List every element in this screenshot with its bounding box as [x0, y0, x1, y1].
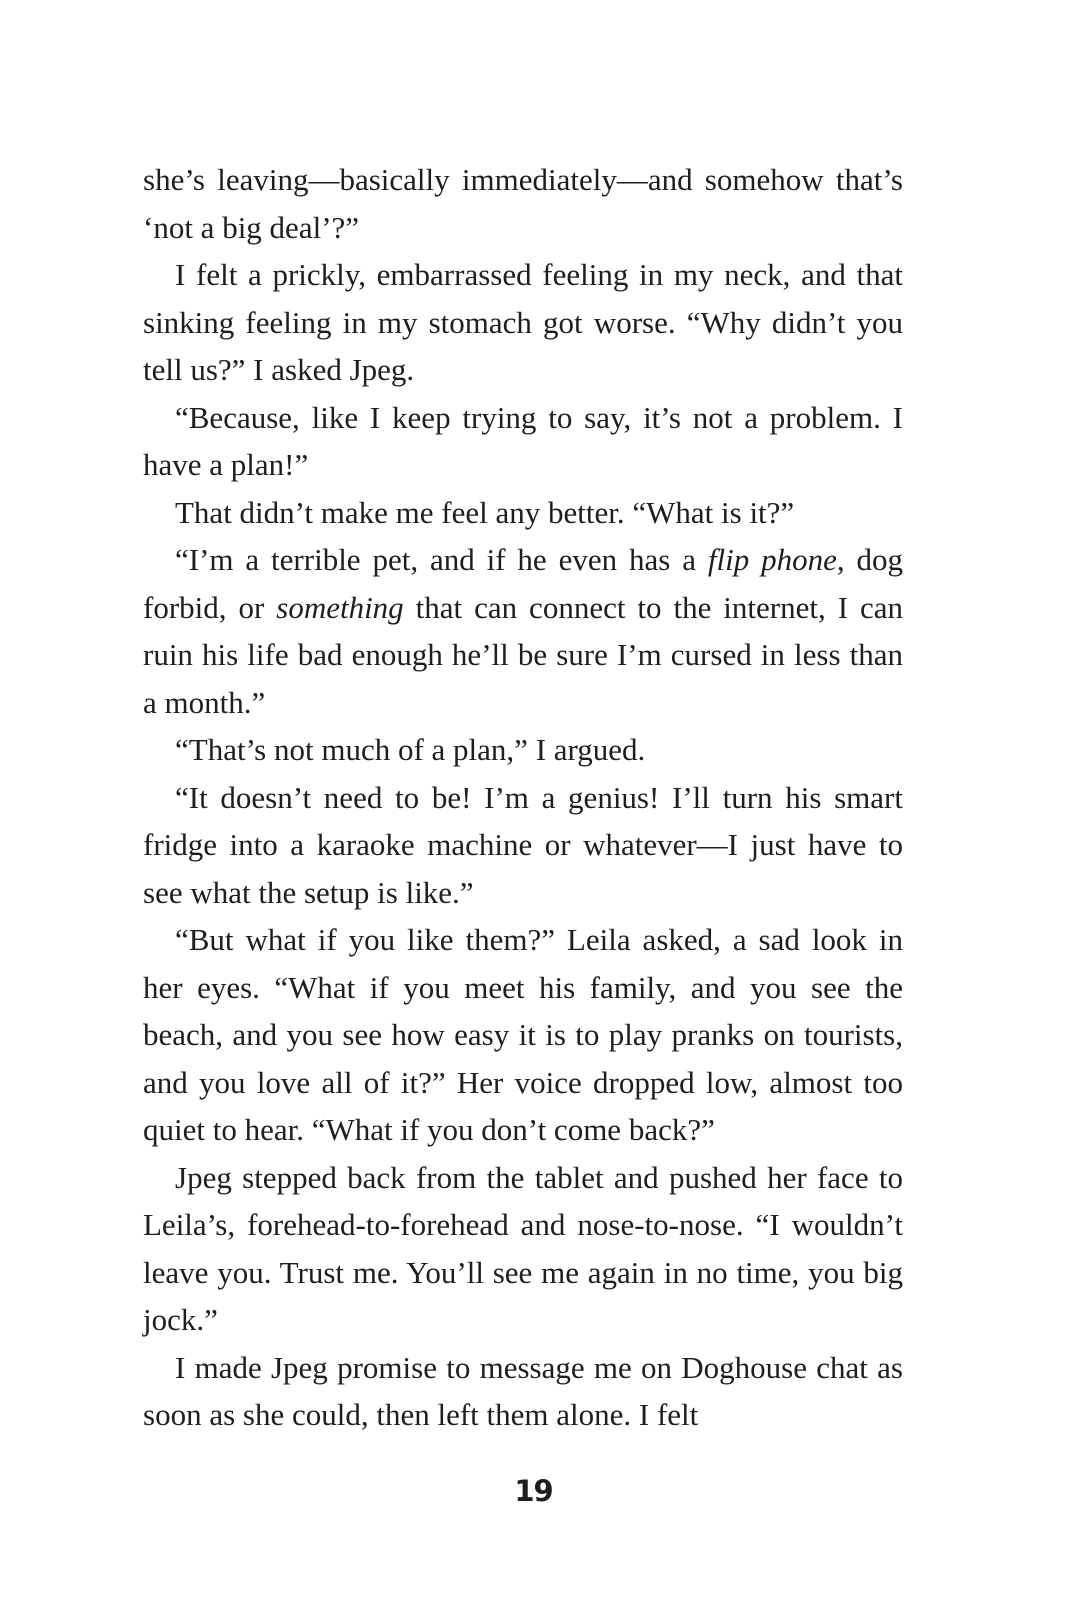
paragraph	[143, 489, 903, 537]
text-segment: , dog forbid, or	[143, 542, 903, 625]
paragraph	[143, 1344, 903, 1439]
italic-text: flip phone	[707, 542, 837, 577]
text-segment: I felt a prickly, embarrassed feeling in my neck, and that sinking feeling in my stomach got worse. “Why didn’t you tell us?” I asked Jpeg.	[143, 257, 903, 387]
text-segment: Jpeg stepped back from the tablet and pushed her face to Leila’s, forehead-to-forehead and nose-to-nose. “I wouldn’t leave you. Trust me. You’ll see me again in no time, you big jock.”	[143, 1159, 903, 1337]
paragraph	[143, 394, 903, 489]
paragraph	[143, 251, 903, 394]
text-segment: “That’s not much of a plan,” I argued.	[175, 732, 646, 767]
italic-text: something	[276, 589, 404, 625]
text-segment: “Because, like I keep trying to say, it’s not a problem. I have a plan!”	[143, 399, 903, 482]
body-text	[143, 156, 903, 1439]
text-segment: “I’m a terrible pet, and if he even has a	[175, 542, 708, 577]
text-segment: “But what if you like them?” Leila asked, a sad look in her eyes. “What if you meet his family, and you see the beach, and you see how easy it is to play pranks on tourists, and you love all of it?” Her voice dropped low, almost too quiet to hear. “What if you don’t come back?”	[143, 922, 903, 1147]
paragraph	[143, 536, 903, 726]
text-segment: I made Jpeg promise to message me on Doghouse chat as soon as she could, then left them alone. I felt	[143, 1349, 903, 1432]
text-segment: “It doesn’t need to be! I’m a genius! I’ll turn his smart fridge into a karaoke machine or whatever—I just have to see what the setup is like.”	[143, 779, 903, 910]
text-segment: That didn’t make me feel any better. “What is it?”	[175, 494, 795, 530]
paragraph	[143, 774, 903, 917]
paragraph	[143, 916, 903, 1154]
page-number: 19	[514, 1474, 553, 1508]
text-segment: she’s leaving—basically immediately—and somehow that’s ‘not a big deal’?”	[143, 162, 903, 245]
text-segment: that can connect to the internet, I can ruin his life bad enough he’ll be sure I’m cursed in less than a month.”	[143, 589, 903, 720]
paragraph	[143, 1154, 903, 1344]
paragraph	[143, 156, 903, 251]
paragraph	[143, 726, 903, 774]
